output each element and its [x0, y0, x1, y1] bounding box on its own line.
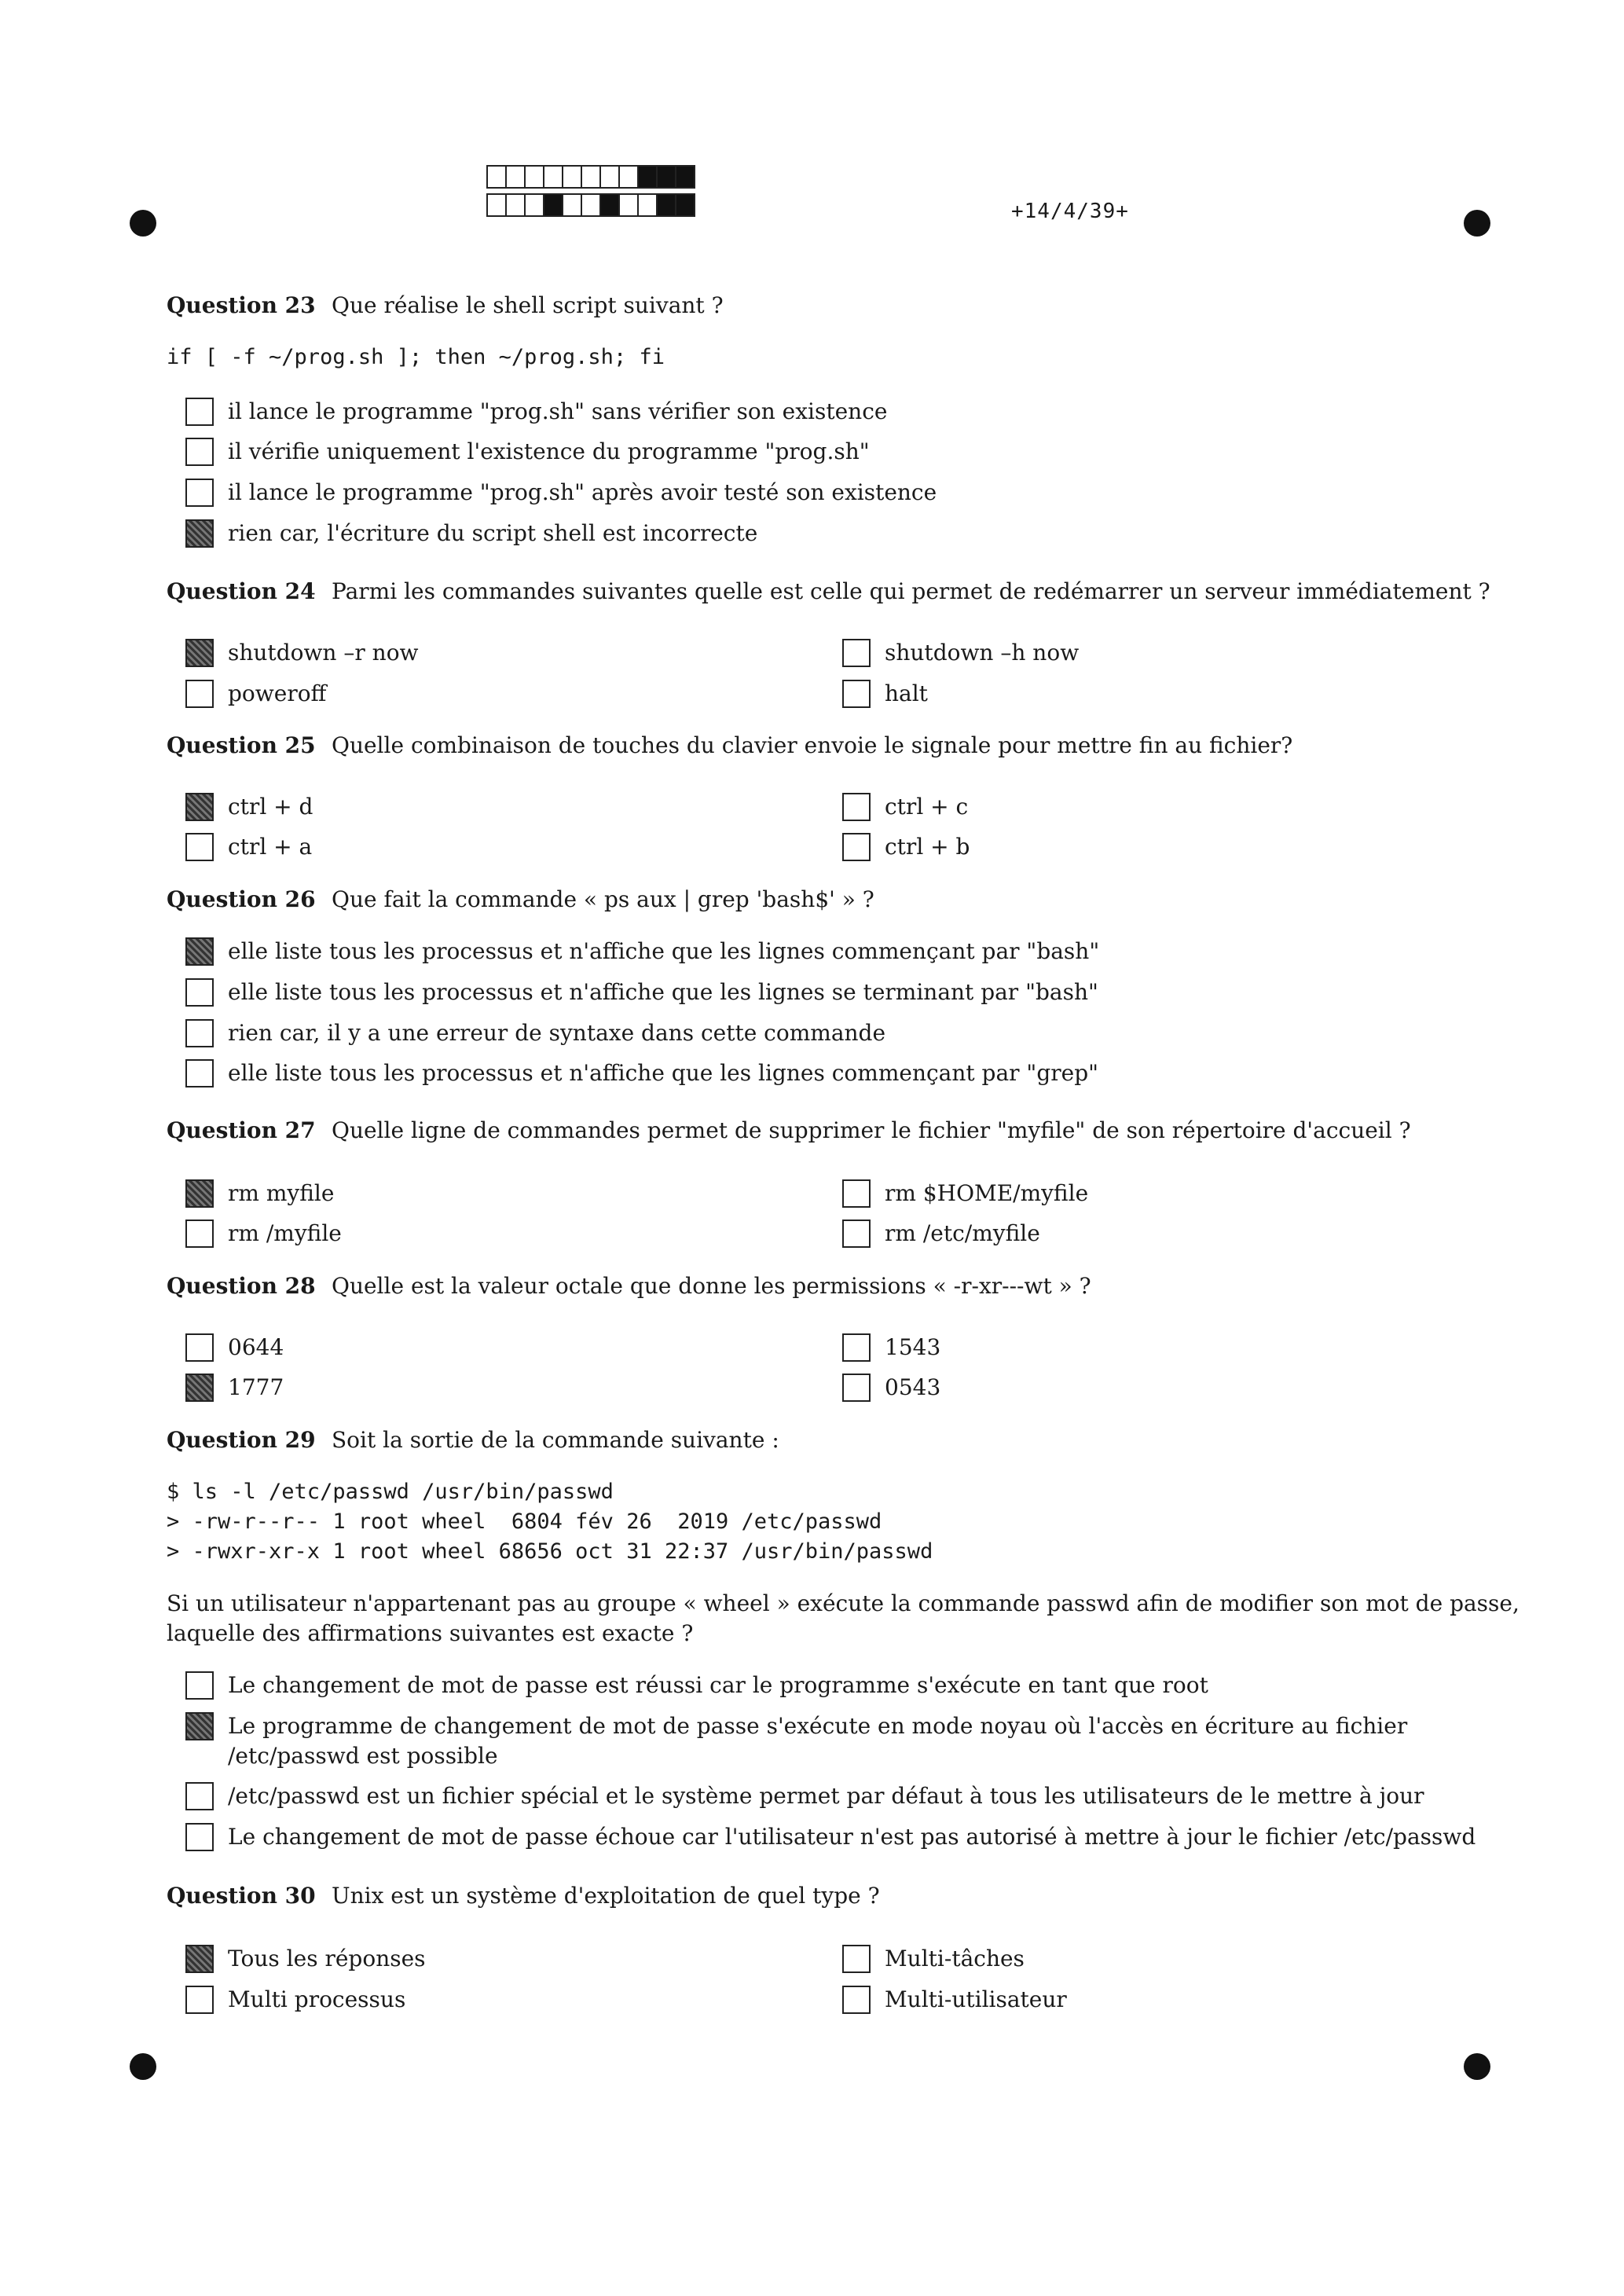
- checkbox[interactable]: [185, 833, 214, 861]
- barcode-cell: [562, 193, 582, 217]
- question-28-option-3[interactable]: [185, 1373, 284, 1403]
- option-label: rien car, il y a une erreur de syntaxe dans cette commande: [228, 1020, 886, 1046]
- barcode-cell: [618, 193, 639, 217]
- question-30-heading: [167, 1883, 880, 1909]
- question-28-heading: [167, 1273, 1091, 1299]
- barcode-cell: [543, 165, 563, 189]
- question-24-option-1[interactable]: [185, 638, 419, 668]
- barcode-cell: [599, 193, 620, 217]
- checkbox-checked[interactable]: [185, 1374, 214, 1402]
- barcode-cell: [486, 193, 507, 217]
- question-27-option-4[interactable]: [842, 1219, 1040, 1249]
- checkbox[interactable]: [185, 1671, 214, 1700]
- question-25-option-2[interactable]: [842, 792, 968, 822]
- checkbox-checked[interactable]: [185, 519, 214, 548]
- option-label: Le changement de mot de passe échoue car l'utilisateur n'est pas autorisé à mettre à jour le fichier /etc/passwd: [228, 1824, 1476, 1850]
- question-29-code-line-2: > -rw-r--r-- 1 root wheel 6804 fév 26 2019 /etc/passwd: [167, 1509, 882, 1534]
- question-text: Unix est un système d'exploitation de quel type ?: [332, 1883, 880, 1909]
- question-24-heading: [167, 578, 1490, 604]
- barcode-cell: [675, 165, 695, 189]
- checkbox-checked[interactable]: [185, 937, 214, 966]
- question-25-option-4[interactable]: [842, 832, 970, 862]
- question-29-paragraph: Si un utilisateur n'appartenant pas au groupe « wheel » exécute la commande passwd afin de modifier son mot de passe, laquelle des affirmations suivantes est exacte ?: [167, 1590, 1520, 1646]
- question-number: Question 29: [167, 1427, 316, 1453]
- question-30-option-2[interactable]: [842, 1944, 1025, 1974]
- barcode-top-row: [486, 165, 694, 189]
- registration-mark-top-left: [130, 210, 156, 237]
- question-29-option-4[interactable]: [185, 1822, 1476, 1852]
- barcode-cell: [656, 193, 676, 217]
- question-25-heading: [167, 732, 1292, 758]
- checkbox-checked[interactable]: [185, 639, 214, 667]
- option-label: rien car, l'écriture du script shell est incorrecte: [228, 520, 758, 546]
- option-label: ctrl + d: [228, 794, 313, 820]
- question-number: Question 25: [167, 732, 316, 758]
- option-label: rm /etc/myfile: [885, 1220, 1040, 1246]
- question-number: Question 27: [167, 1117, 316, 1143]
- question-23-option-1[interactable]: [185, 397, 887, 427]
- question-text: Quelle est la valeur octale que donne les permissions « -r-xr---wt » ?: [332, 1273, 1091, 1299]
- question-text: Parmi les commandes suivantes quelle est celle qui permet de redémarrer un serveur immédiatement ?: [332, 578, 1490, 604]
- barcode-cell: [524, 193, 544, 217]
- option-label: rm /myfile: [228, 1220, 342, 1246]
- checkbox[interactable]: [185, 1019, 214, 1047]
- checkbox[interactable]: [185, 1333, 214, 1362]
- checkbox[interactable]: [185, 438, 214, 466]
- option-label: Le programme de changement de mot de passe s'exécute en mode noyau où l'accès en écriture au fichier /etc/passwd est possible: [228, 1713, 1408, 1769]
- question-23-code: if [ -f ~/prog.sh ]; then ~/prog.sh; fi: [167, 345, 665, 369]
- question-text: Que réalise le shell script suivant ?: [332, 292, 724, 318]
- checkbox[interactable]: [842, 639, 871, 667]
- option-label: shutdown –h now: [885, 640, 1080, 666]
- barcode-cell: [505, 165, 526, 189]
- option-label: ctrl + a: [228, 834, 313, 860]
- barcode-cell: [486, 165, 507, 189]
- option-label: poweroff: [228, 680, 327, 706]
- checkbox-checked[interactable]: [185, 793, 214, 821]
- question-number: Question 23: [167, 292, 316, 318]
- question-26-heading: [167, 886, 874, 912]
- checkbox[interactable]: [185, 479, 214, 507]
- barcode-cell: [618, 165, 639, 189]
- question-number: Question 24: [167, 578, 316, 604]
- question-text: Quelle ligne de commandes permet de supprimer le fichier "myfile" de son répertoire d'accueil ?: [332, 1117, 1411, 1143]
- barcode-cell: [637, 165, 658, 189]
- question-24-option-4[interactable]: [842, 679, 928, 709]
- checkbox-checked[interactable]: [185, 1945, 214, 1973]
- question-29-heading: [167, 1427, 779, 1453]
- checkbox[interactable]: [842, 793, 871, 821]
- checkbox[interactable]: [185, 1823, 214, 1851]
- checkbox[interactable]: [185, 680, 214, 708]
- option-label: ctrl + c: [885, 794, 969, 820]
- option-label: rm myfile: [228, 1180, 335, 1206]
- barcode-cell: [562, 165, 582, 189]
- checkbox[interactable]: [842, 1220, 871, 1248]
- option-label: 0543: [885, 1374, 941, 1400]
- barcode-cell: [505, 193, 526, 217]
- page-id: +14/4/39+: [1011, 200, 1129, 223]
- question-number: Question 30: [167, 1883, 316, 1909]
- question-30-option-1[interactable]: [185, 1944, 426, 1974]
- barcode-cell: [599, 165, 620, 189]
- checkbox-checked[interactable]: [185, 1712, 214, 1740]
- question-30-option-4[interactable]: [842, 1985, 1067, 2015]
- question-29-code-line-3: > -rwxr-xr-x 1 root wheel 68656 oct 31 22:37 /usr/bin/passwd: [167, 1539, 933, 1564]
- checkbox[interactable]: [185, 1059, 214, 1087]
- question-26-option-2[interactable]: [185, 977, 1098, 1007]
- question-26-option-1[interactable]: [185, 937, 1099, 966]
- option-label: rm $HOME/myfile: [885, 1180, 1089, 1206]
- question-29-code-line-1: $ ls -l /etc/passwd /usr/bin/passwd: [167, 1480, 614, 1504]
- checkbox[interactable]: [185, 398, 214, 426]
- barcode-bottom-row: [486, 193, 694, 217]
- option-label: Tous les réponses: [228, 1946, 426, 1971]
- question-28-option-2[interactable]: [842, 1333, 940, 1363]
- option-label: shutdown –r now: [228, 640, 419, 666]
- question-25-option-1[interactable]: [185, 792, 313, 822]
- checkbox[interactable]: [842, 1179, 871, 1208]
- checkbox[interactable]: [185, 978, 214, 1007]
- option-label: il vérifie uniquement l'existence du programme "prog.sh": [228, 438, 870, 464]
- question-26-option-3[interactable]: [185, 1018, 885, 1048]
- checkbox[interactable]: [842, 680, 871, 708]
- checkbox[interactable]: [185, 1220, 214, 1248]
- option-label: 0644: [228, 1334, 284, 1360]
- question-27-heading: [167, 1117, 1411, 1143]
- question-30-option-3[interactable]: [185, 1985, 405, 2015]
- option-label: halt: [885, 680, 928, 706]
- barcode-cell: [637, 193, 658, 217]
- option-label: Multi-utilisateur: [885, 1986, 1067, 2012]
- option-label: elle liste tous les processus et n'affiche que les lignes commençant par "bash": [228, 938, 1100, 964]
- question-23-option-4[interactable]: [185, 519, 757, 548]
- option-label: Multi-tâches: [885, 1946, 1025, 1971]
- question-27-option-2[interactable]: [842, 1179, 1088, 1209]
- barcode-cell: [581, 165, 601, 189]
- checkbox[interactable]: [842, 1945, 871, 1973]
- barcode-cell: [581, 193, 601, 217]
- question-29-option-1[interactable]: [185, 1671, 1208, 1700]
- checkbox-checked[interactable]: [185, 1179, 214, 1208]
- barcode-cell: [543, 193, 563, 217]
- checkbox[interactable]: [842, 1986, 871, 2014]
- question-text: Que fait la commande « ps aux | grep 'bash$' » ?: [332, 886, 874, 912]
- barcode-cell: [675, 193, 695, 217]
- option-label: /etc/passwd est un fichier spécial et le système permet par défaut à tous les utilisateurs de le mettre à jour: [228, 1783, 1424, 1809]
- question-23-heading: [167, 292, 724, 318]
- option-label: Multi processus: [228, 1986, 406, 2012]
- registration-mark-bottom-left: [130, 2053, 156, 2080]
- option-label: 1777: [228, 1374, 284, 1400]
- option-label: il lance le programme "prog.sh" sans vérifier son existence: [228, 398, 888, 424]
- question-29-option-3[interactable]: [185, 1781, 1424, 1811]
- barcode-cell: [656, 165, 676, 189]
- registration-mark-top-right: [1464, 210, 1490, 237]
- question-27-option-1[interactable]: [185, 1179, 334, 1209]
- checkbox[interactable]: [185, 1782, 214, 1810]
- question-29-option-2[interactable]: [185, 1711, 1501, 1771]
- question-26-option-4[interactable]: [185, 1058, 1098, 1088]
- option-label: Le changement de mot de passe est réussi car le programme s'exécute en tant que root: [228, 1672, 1208, 1698]
- question-28-option-1[interactable]: [185, 1333, 284, 1363]
- question-24-option-2[interactable]: [842, 638, 1079, 668]
- checkbox[interactable]: [842, 1333, 871, 1362]
- option-label: ctrl + b: [885, 834, 970, 860]
- question-number: Question 26: [167, 886, 316, 912]
- question-24-option-3[interactable]: [185, 679, 326, 709]
- question-25-option-3[interactable]: [185, 832, 312, 862]
- question-text: Quelle combinaison de touches du clavier envoie le signale pour mettre fin au fichier?: [332, 732, 1293, 758]
- option-label: elle liste tous les processus et n'affiche que les lignes se terminant par "bash": [228, 979, 1098, 1005]
- barcode-cell: [524, 165, 544, 189]
- checkbox[interactable]: [842, 1374, 871, 1402]
- question-28-option-4[interactable]: [842, 1373, 940, 1403]
- question-23-option-3[interactable]: [185, 478, 937, 508]
- checkbox[interactable]: [185, 1986, 214, 2014]
- option-label: elle liste tous les processus et n'affiche que les lignes commençant par "grep": [228, 1060, 1098, 1086]
- question-number: Question 28: [167, 1273, 316, 1299]
- option-label: 1543: [885, 1334, 941, 1360]
- question-23-option-2[interactable]: [185, 437, 870, 467]
- option-label: il lance le programme "prog.sh" après avoir testé son existence: [228, 479, 937, 505]
- question-text: Soit la sortie de la commande suivante :: [332, 1427, 779, 1453]
- question-27-option-3[interactable]: [185, 1219, 342, 1249]
- registration-mark-bottom-right: [1464, 2053, 1490, 2080]
- checkbox[interactable]: [842, 833, 871, 861]
